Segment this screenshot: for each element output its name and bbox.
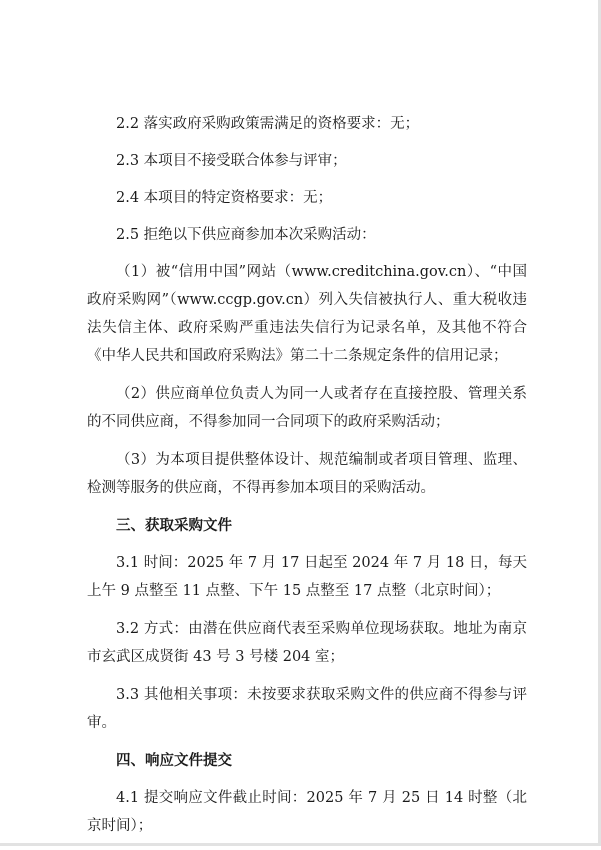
section-heading-3: 三、获取采购文件 bbox=[116, 517, 232, 534]
paragraph-2-3: 2.3 本项目不接受联合体参与评审； bbox=[116, 153, 347, 169]
section-heading-4: 四、响应文件提交 bbox=[116, 752, 232, 769]
document-body bbox=[87, 110, 527, 850]
paragraph-2-5: 2.5 拒绝以下供应商参加本次采购活动： bbox=[116, 227, 376, 243]
paragraph-4-1: 4.1 提交响应文件截止时间：2025 年 7 月 25 日 14 时整（北京时间）； bbox=[87, 790, 527, 834]
paragraph-2-2: 2.2 落实政府采购政策需满足的资格要求：无； bbox=[116, 116, 420, 132]
paragraph-3-1: 3.1 时间：2025 年 7 月 17 日起至 2024 年 7 月 18 日，每天上午 9 点整至 11 点整、下午 15 点整至 17 点整（北京时间）； bbox=[87, 555, 527, 599]
paragraph-2-4: 2.4 本项目的特定资格要求：无； bbox=[116, 190, 333, 206]
paragraph-2-5-item-2: （2）供应商单位负责人为同一人或者存在直接控股、管理关系的不同供应商，不得参加同一合同项下的政府采购活动； bbox=[87, 386, 527, 430]
paragraph-3-3: 3.3 其他相关事项：未按要求获取采购文件的供应商不得参与评审。 bbox=[87, 687, 527, 731]
paragraph-2-5-item-1: （1）被“信用中国”网站（www.creditchina.gov.cn）、“中国政府采购网”（www.ccgp.gov.cn）列入失信被执行人、重大税收违法失信主体、政府采购严重违法失信行为记录名单，及其他不符合《中华人民共和国政府采购法》第二十二条规定条件的信用记录； bbox=[87, 264, 527, 364]
paragraph-2-5-item-3: （3）为本项目提供整体设计、规范编制或者项目管理、监理、检测等服务的供应商，不得再参加本项目的采购活动。 bbox=[87, 452, 527, 496]
paragraph-3-2: 3.2 方式：由潜在供应商代表至采购单位现场获取。地址为南京市玄武区成贤街 43 号 3 号楼 204 室； bbox=[87, 621, 527, 665]
